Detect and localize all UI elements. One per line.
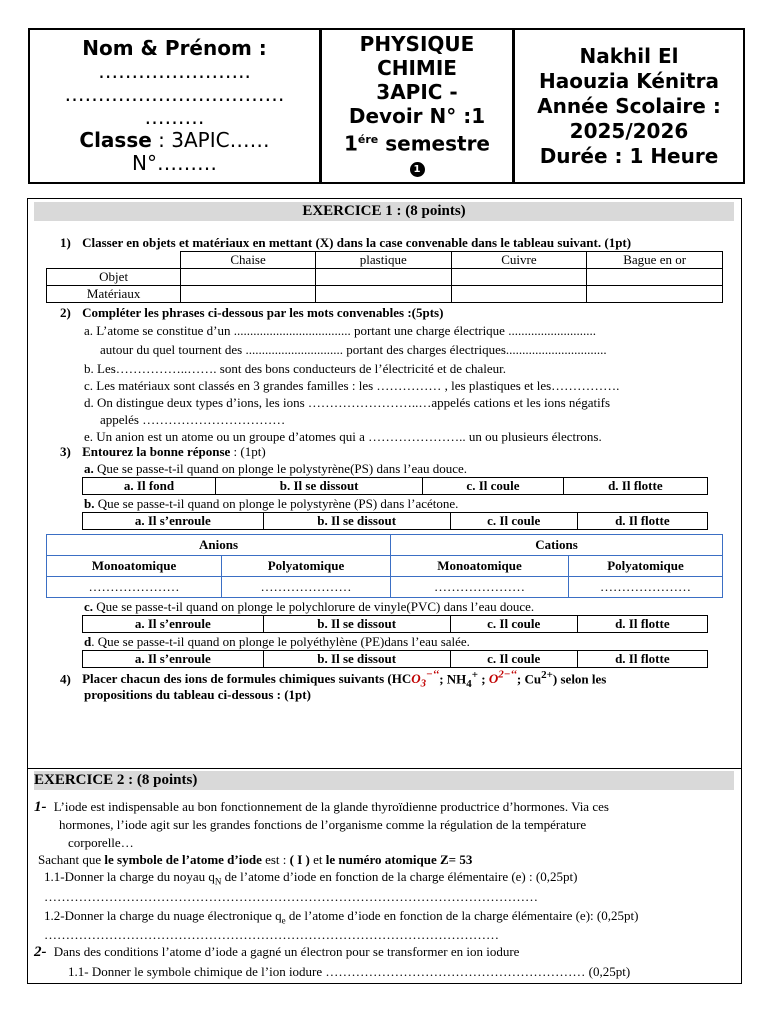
q2b-line: b. Les……………..……. sont des bons conducteurs de l’électricité et de chaleur. bbox=[84, 361, 507, 376]
q1-line bbox=[60, 235, 631, 251]
semester-line bbox=[344, 128, 490, 156]
option-c[interactable]: c. Il coule bbox=[450, 651, 577, 668]
answer-cell[interactable] bbox=[451, 286, 587, 303]
name-dots-3: ……… bbox=[144, 105, 205, 129]
p1-line-2: hormones, l’iode agit sur les grandes fonctions de l’organisme comme la régulation de la température bbox=[59, 817, 587, 832]
number-circle-icon: 1 bbox=[410, 162, 425, 177]
q3b-line bbox=[84, 496, 458, 512]
subject-line-1: PHYSIQUE bbox=[359, 32, 475, 57]
semester-sup: ére bbox=[357, 133, 379, 147]
option-b[interactable]: b. Il se dissout bbox=[216, 478, 423, 495]
exercise-separator bbox=[28, 768, 741, 769]
q2d-line-1: d. On distingue deux types d’ions, les ions ……………………..…appelés cations et les ions négatifs bbox=[84, 395, 611, 410]
q1-points: . (1pt) bbox=[597, 235, 632, 250]
option-c[interactable]: c. Il coule bbox=[450, 513, 577, 530]
q12-answer-dots[interactable]: …………………………………………………………………………………………… bbox=[44, 927, 499, 942]
school-cell bbox=[515, 30, 743, 182]
class-label: Classe bbox=[79, 128, 152, 152]
header-bague: Bague en or bbox=[587, 252, 723, 269]
q2a-line-1: a. L’atome se constitue d’un .................................... portant une charge électrique ........................... bbox=[84, 323, 596, 338]
ions-subheader-row bbox=[47, 556, 723, 577]
student-number: N°……… bbox=[132, 151, 217, 175]
option-a[interactable]: a. Il s’enroule bbox=[83, 651, 264, 668]
q2e-line: e. Un anion est un atome ou un groupe d’atomes qui a ………………….. un ou plusieurs électrons. bbox=[84, 429, 602, 444]
option-b[interactable]: b. Il se dissout bbox=[263, 616, 450, 633]
subject-line-4: Devoir N° :1 bbox=[348, 104, 486, 129]
q3a-options bbox=[82, 477, 708, 495]
option-a[interactable]: a. Il fond bbox=[83, 478, 216, 495]
ion-oxide bbox=[489, 671, 517, 686]
school-line-5: Durée : 1 Heure bbox=[539, 143, 719, 168]
ions-answer-row bbox=[47, 577, 723, 598]
q3-points: : (1pt) bbox=[230, 444, 266, 459]
option-d[interactable]: d. Il flotte bbox=[577, 513, 707, 530]
sachant-text-3: et bbox=[309, 852, 326, 867]
q3c-line bbox=[84, 599, 534, 615]
cations-mono-header: Monoatomique bbox=[391, 556, 569, 577]
answer-cell[interactable]: ………………… bbox=[569, 577, 723, 598]
header-cuivre: Cuivre bbox=[451, 252, 587, 269]
option-c[interactable]: c. Il coule bbox=[423, 478, 563, 495]
q3b-text: Que se passe-t-il quand on plonge le polystyrène (PS) dans l’acétone. bbox=[94, 496, 459, 511]
answer-cell[interactable]: ………………… bbox=[391, 577, 569, 598]
q3d-text: . Que se passe-t-il quand on plonge le polyéthylène (PE)dans l’eau salée. bbox=[91, 634, 470, 649]
answer-cell[interactable]: ………………… bbox=[47, 577, 222, 598]
q21-line: 1.1- Donner le symbole chimique de l’ion iodure …………………………………………………… (0,25pt) bbox=[68, 964, 631, 979]
p1-line-1 bbox=[34, 799, 609, 816]
class-line bbox=[79, 129, 269, 152]
sachant-symbol: ( I ) bbox=[289, 852, 310, 867]
q3c-text: Que se passe-t-il quand on plonge le polychlorure de vinyle(PVC) dans l’eau douce. bbox=[93, 599, 535, 614]
q4-text-1: Placer chacun des ions de formules chimiques suivants (HC bbox=[82, 671, 412, 687]
option-d[interactable]: d. Il flotte bbox=[577, 651, 707, 668]
q11-sub: N bbox=[214, 876, 222, 887]
exercise-2-title: EXERCICE 2 : (8 points) bbox=[34, 771, 734, 790]
sachant-line bbox=[38, 852, 472, 868]
q4-text-4: ; Cu bbox=[516, 671, 542, 687]
answer-cell[interactable] bbox=[181, 269, 316, 286]
row-label-materiaux: Matériaux bbox=[47, 286, 181, 303]
header-plastique: plastique bbox=[315, 252, 451, 269]
p2-number: 2- bbox=[34, 944, 47, 960]
ion-oxide-sup: 2−‘‘ bbox=[498, 669, 517, 681]
school-line-1: Nakhil El bbox=[579, 43, 679, 68]
answer-cell[interactable] bbox=[587, 269, 723, 286]
cu-sup: 2+ bbox=[541, 669, 553, 681]
subject-line-2: CHIMIE bbox=[377, 56, 457, 81]
table-row bbox=[47, 286, 723, 303]
p1-line-3: corporelle… bbox=[68, 835, 134, 850]
anions-poly-header: Polyatomique bbox=[222, 556, 391, 577]
ion-hco3-o: O bbox=[411, 671, 421, 687]
ion-oxide-o: O bbox=[488, 671, 499, 687]
semester-circle-line bbox=[410, 156, 425, 180]
table-corner bbox=[47, 252, 181, 269]
p1-number: 1- bbox=[34, 799, 47, 815]
answer-cell[interactable] bbox=[587, 286, 723, 303]
q3-number: 3) bbox=[60, 444, 71, 459]
answer-cell[interactable] bbox=[451, 269, 587, 286]
q2d-line-2: appelés …………………………… bbox=[100, 412, 286, 427]
sachant-symbol-label: le symbole de l’atome d’iode bbox=[104, 852, 262, 867]
semester-word: semestre bbox=[378, 131, 490, 156]
subject-cell bbox=[322, 30, 515, 182]
school-line-4: 2025/2026 bbox=[569, 118, 689, 143]
q4-line-2: propositions du tableau ci-dessous : (1pt) bbox=[84, 687, 311, 702]
q2-line bbox=[60, 305, 443, 321]
sachant-text-1: Sachant que bbox=[38, 852, 105, 867]
option-d[interactable]: d. Il flotte bbox=[563, 478, 707, 495]
q11-text: 1.1-Donner la charge du noyau q bbox=[44, 869, 215, 884]
q3-line bbox=[60, 444, 266, 460]
sachant-text-2: est : bbox=[261, 852, 290, 867]
q3c-options bbox=[82, 615, 708, 633]
q2-text: Compléter les phrases ci-dessous par les mots convenables :(5pts) bbox=[82, 305, 444, 320]
q3d-options bbox=[82, 650, 708, 668]
table-row bbox=[47, 269, 723, 286]
table-header-row bbox=[47, 252, 723, 269]
option-a[interactable]: a. Il s’enroule bbox=[83, 616, 264, 633]
cations-header: Cations bbox=[391, 535, 723, 556]
q11-rest: de l’atome d’iode en fonction de la charge élémentaire (e) : (0,25pt) bbox=[221, 869, 578, 884]
q2a-line-2: autour du quel tournent des .............................. portant des charges électriques............................... bbox=[100, 342, 607, 357]
option-c[interactable]: c. Il coule bbox=[450, 616, 577, 633]
nh4-sup: + bbox=[471, 669, 478, 681]
ion-hco3 bbox=[411, 669, 440, 690]
school-line-3: Année Scolaire : bbox=[537, 93, 721, 118]
q4-text-5: ) selon les bbox=[552, 671, 607, 687]
q3c-label: c. bbox=[84, 599, 94, 614]
cations-poly-header: Polyatomique bbox=[569, 556, 723, 577]
student-info-cell bbox=[30, 30, 322, 182]
option-b[interactable]: b. Il se dissout bbox=[263, 513, 450, 530]
header-chaise: Chaise bbox=[181, 252, 316, 269]
ion-hco3-sup: −‘‘ bbox=[426, 669, 440, 681]
q2c-line: c. Les matériaux sont classés en 3 grandes familles : les …………… , les plastiques et les……………. bbox=[84, 378, 620, 393]
name-dots-1: ………………….. bbox=[98, 59, 251, 83]
q3-text: Entourez la bonne réponse bbox=[82, 444, 231, 459]
q11-line bbox=[44, 869, 577, 887]
anions-header: Anions bbox=[47, 535, 391, 556]
subject-line-3: 3APIC - bbox=[376, 80, 458, 105]
q12-line bbox=[44, 908, 638, 926]
q3b-options bbox=[82, 512, 708, 530]
answer-cell[interactable] bbox=[315, 286, 451, 303]
exam-header bbox=[28, 28, 745, 184]
q3d-label: d bbox=[84, 634, 92, 649]
class-value: : 3APIC…… bbox=[151, 128, 270, 152]
row-label-objet: Objet bbox=[47, 269, 181, 286]
q1-number: 1) bbox=[60, 235, 71, 250]
nh4-sub: 4 bbox=[466, 677, 472, 690]
q4-number: 4) bbox=[60, 671, 71, 687]
p1-text-1: L’iode est indispensable au bon fonctionnement de la glande thyroïdienne productrice d’hormones. Via ces bbox=[53, 799, 609, 814]
ions-group-row bbox=[47, 535, 723, 556]
classification-table bbox=[46, 251, 723, 303]
exercises-frame bbox=[27, 198, 742, 984]
school-line-2: Haouzia Kénitra bbox=[539, 68, 719, 93]
option-d[interactable]: d. Il flotte bbox=[577, 616, 707, 633]
q3a-line bbox=[84, 461, 467, 477]
answer-cell[interactable] bbox=[315, 269, 451, 286]
q11-answer-dots[interactable]: …………………………………………………………………………………………………… bbox=[44, 889, 538, 904]
q12-rest: de l’atome d’iode en fonction de la charge élémentaire (e): (0,25pt) bbox=[285, 908, 639, 923]
answer-cell[interactable] bbox=[181, 286, 316, 303]
name-dots-2: …………………………… bbox=[64, 82, 285, 106]
semester-number: 1 bbox=[343, 131, 358, 156]
p2-line bbox=[34, 944, 519, 961]
name-label: Nom & Prénom : bbox=[82, 36, 267, 60]
exercise-1-title: EXERCICE 1 : (8 points) bbox=[34, 202, 734, 221]
ion-hco3-sub: 3 bbox=[420, 677, 427, 690]
sachant-atomic-number: le numéro atomique Z= 53 bbox=[325, 852, 473, 867]
option-b[interactable]: b. Il se dissout bbox=[263, 651, 450, 668]
q12-text: 1.2-Donner la charge du nuage électronique q bbox=[44, 908, 282, 923]
q4-text-2: ; NH bbox=[439, 671, 467, 687]
q12-sub: e bbox=[281, 915, 286, 926]
anions-mono-header: Monoatomique bbox=[47, 556, 222, 577]
q3d-line bbox=[84, 634, 470, 650]
q3b-label: b. bbox=[84, 496, 95, 511]
ions-table bbox=[46, 534, 723, 598]
p2-text: Dans des conditions l’atome d’iode a gagné un électron pour se transformer en ion iodure bbox=[53, 944, 520, 959]
answer-cell[interactable]: ………………… bbox=[222, 577, 391, 598]
q2-number: 2) bbox=[60, 305, 71, 320]
q3a-text: Que se passe-t-il quand on plonge le polystyrène(PS) dans l’eau douce. bbox=[93, 461, 468, 476]
q4-text-3: ; bbox=[478, 671, 489, 687]
q1-text: Classer en objets et matériaux en mettant (X) dans la case convenable dans le tableau suivant bbox=[82, 235, 598, 250]
q3a-label: a. bbox=[84, 461, 94, 476]
option-a[interactable]: a. Il s’enroule bbox=[83, 513, 264, 530]
